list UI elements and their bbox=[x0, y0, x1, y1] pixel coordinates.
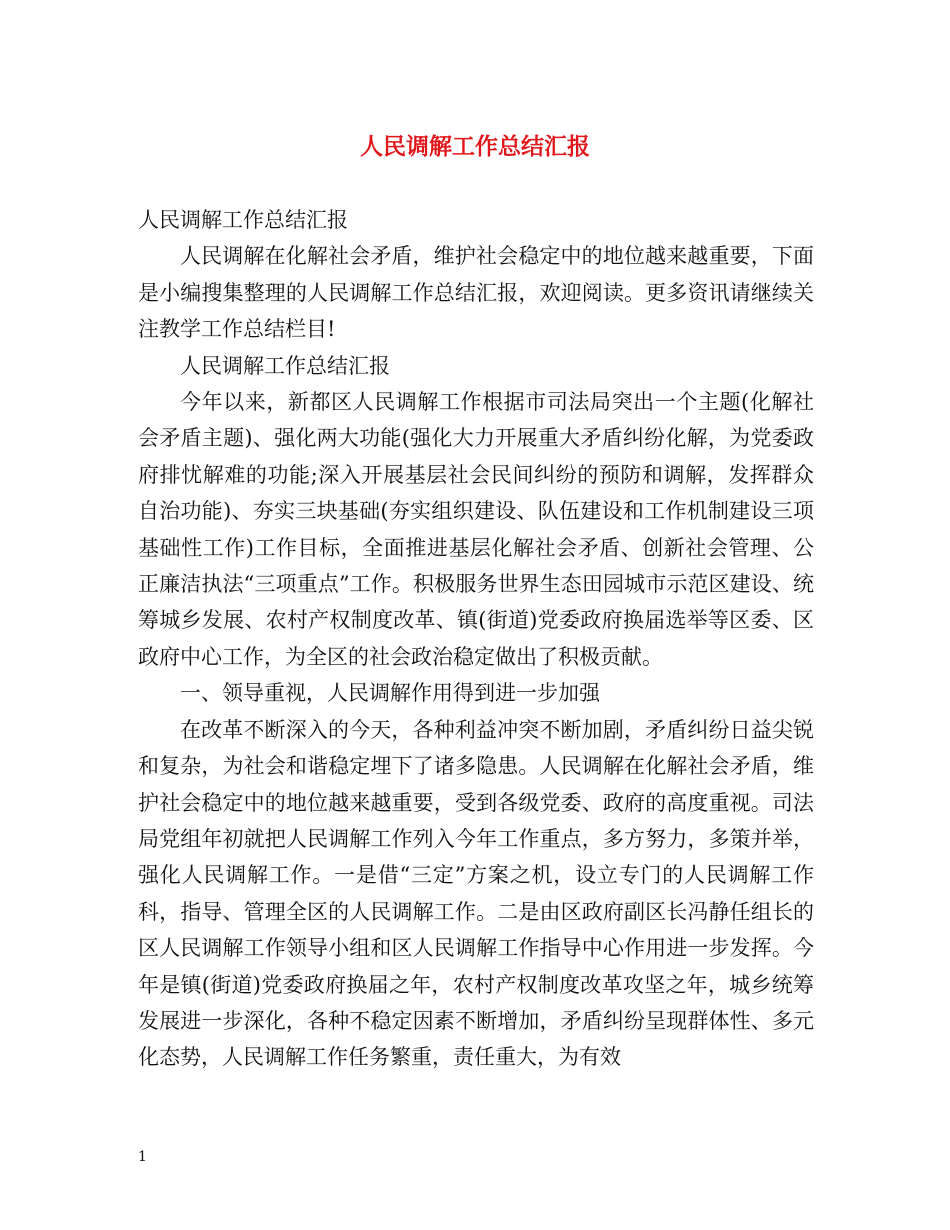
document-title: 人民调解工作总结汇报 bbox=[360, 133, 590, 160]
document-body bbox=[138, 202, 814, 1076]
body-paragraph: 在改革不断深入的今天，各种利益冲突不断加剧，矛盾纠纷日益尖锐和复杂，为社会和谐稳定埋下了诸多隐患。人民调解在化解社会矛盾，维护社会稳定中的地位越来越重要，受到各级党委、政府的高度重视。司法局党组年初就把人民调解工作列入今年工作重点，多方努力，多策并举，强化人民调解工作。一是借“三定”方案之机，设立专门的人民调解工作科，指导、管理全区的人民调解工作。二是由区政府副区长冯静任组长的区人民调解工作领导小组和区人民调解工作指导中心作用进一步发挥。今年是镇(街道)党委政府换届之年，农村产权制度改革攻坚之年，城乡统筹发展进一步深化，各种不稳定因素不断增加，矛盾纠纷呈现群体性、多元化态势，人民调解工作任务繁重，责任重大，为有效 bbox=[138, 717, 814, 1070]
page-number: 1 bbox=[138, 1149, 147, 1165]
section-heading: 人民调解工作总结汇报 bbox=[180, 353, 390, 378]
subtitle-line: 人民调解工作总结汇报 bbox=[138, 208, 348, 232]
body-paragraph: 今年以来，新都区人民调解工作根据市司法局突出一个主题(化解社会矛盾主题)、强化两大功能(强化大力开展重大矛盾纠纷化解，为党委政府排忧解难的功能;深入开展基层社会民间纠纷的预防和调解，发挥群众自治功能)、夯实三块基础(夯实组织建设、队伍建设和工作机制建设三项基础性工作)工作目标，全面推进基层化解社会矛盾、创新社会管理、公正廉洁执法“三项重点”工作。积极服务世界生态田园城市示范区建设、统筹城乡发展、农村产权制度改革、镇(街道)党委政府换届选举等区委、区政府中心工作，为全区的社会政治稳定做出了积极贡献。 bbox=[138, 390, 814, 669]
section-heading: 一、领导重视，人民调解作用得到进一步加强 bbox=[180, 681, 600, 706]
intro-paragraph: 人民调解在化解社会矛盾，维护社会稳定中的地位越来越重要，下面是小编搜集整理的人民调解工作总结汇报，欢迎阅读。更多资讯请继续关注教学工作总结栏目! bbox=[138, 244, 814, 342]
